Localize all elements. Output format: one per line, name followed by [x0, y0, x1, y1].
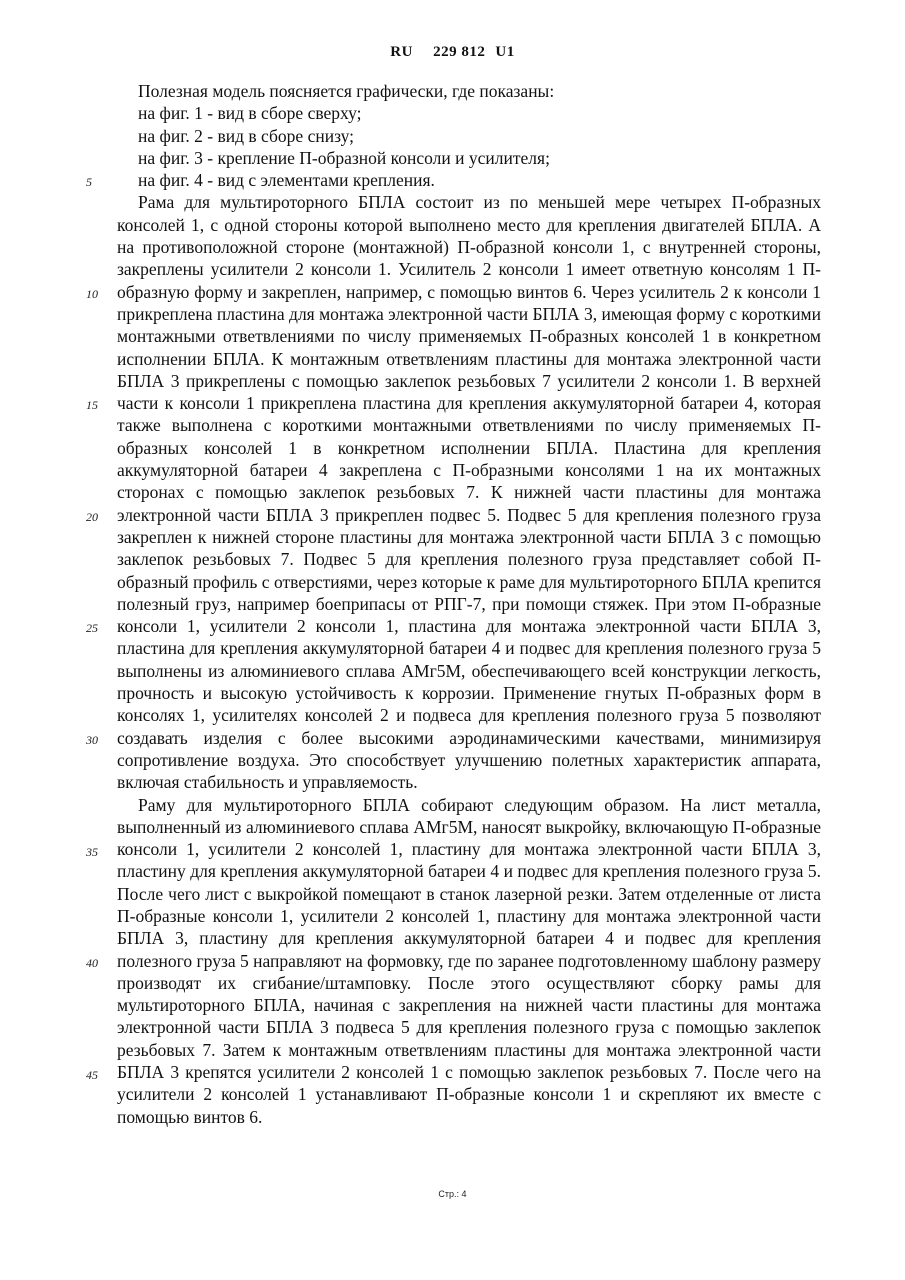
- line-number: 30: [86, 733, 98, 747]
- line-number: 40: [86, 956, 98, 970]
- paragraph-assembly-method: Раму для мультироторного БПЛА собирают следующим образом. На лист металла, выполненный из алюминиевого сплава АМг5М, наносят выкройку, включающую П-образные консоли 1, усилители 2 консолей 1, пластину для монтажа электронной части БПЛА 3, пластину для крепления аккумуляторной батареи 4 и подвес для крепления полезного груза 5. После чего лист с выкройкой помещают в станок лазерной резки. Затем отделенные от листа П-образные консоли 1, усилители 2 консолей 1, пластину для монтажа электронной части БПЛА 3, пластину для крепления аккумуляторной батареи 4 и подвес для крепления полезного груза 5 направляют на формовку, где по заранее подготовленному шаблону размеру производят их сгибание/штамповку. После этого осуществляют сборку рамы для мультироторного БПЛА, начиная с закрепления на нижней части пластины для монтажа электронной части БПЛА 3 подвеса 5 для крепления полезного груза с помощью заклепок резьбовых 7. Затем к монтажным ответвлениям пластины для монтажа электронной части БПЛА 3 крепятся усилители 2 консолей 1 с помощью заклепок резьбовых 7. После чего на усилители 2 консолей 1 устанавливают П-образные консоли 1 и скрепляют их вместе с помощью винтов 6.: [117, 794, 821, 1127]
- figure-caption-3: на фиг. 3 - крепление П-образной консоли и усилителя;: [138, 147, 550, 168]
- line-number: 45: [86, 1068, 98, 1082]
- figure-caption-1: на фиг. 1 - вид в сборе сверху;: [138, 103, 362, 124]
- patent-header: [0, 44, 905, 61]
- line-number: 35: [86, 845, 98, 859]
- paragraph-frame-description: Рама для мультироторного БПЛА состоит из по меньшей мере четырех П-образных консолей 1, с одной стороны которой выполнено место для крепления двигателей БПЛА. А на противоположной стороне (монтажной) П-образной консоли 1, с внутренней стороны, закреплены усилители 2 консоли 1. Усилитель 2 консоли 1 имеет ответную консолям 1 П-образную форму и закреплен, например, с помощью винтов 6. Через усилитель 2 к консоли 1 прикреплена пластина для монтажа электронной части БПЛА 3, имеющая форму с короткими монтажными ответвлениями по числу применяемых П-образных консолей 1 в конкретном исполнении БПЛА. К монтажным ответвлениям пластины для монтажа электронной части БПЛА 3 прикреплены с помощью заклепок резьбовых 7 усилители 2 консоли 1. В верхней части к консоли 1 прикреплена пластина для крепления аккумуляторной батареи 4, которая также выполнена с короткими монтажными ответвлениями по числу применяемых П-образных консолей 1 в конкретном исполнении БПЛА. Пластина для крепления аккумуляторной батареи 4 закреплена с П-образными консолями 1 на их монтажных сторонах с помощью заклепок резьбовых 7. К нижней части пластины для монтажа электронной части БПЛА 3 прикреплен подвес 5. Подвес 5 для крепления полезного груза закреплен к нижней стороне пластины для монтажа электронной части БПЛА 3 с помощью заклепок резьбовых 7. Подвес 5 для крепления полезного груза представляет собой П-образный профиль с отверстиями, через которые к раме для мультироторного БПЛА крепится полезный груз, например боеприпасы от РПГ-7, при помощи стяжек. При этом П-образные консоли 1, усилители 2 консоли 1, пластина для монтажа электронной части БПЛА 3, пластина для крепления аккумуляторной батареи 4 и подвес для крепления полезного груза 5 выполнены из алюминиевого сплава АМг5М, обеспечивающего всей конструкции легкость, прочность и высокую устойчивость к коррозии. Применение гнутых П-образных форм в консолях 1, усилителях консолей 2 и подвеса для крепления полезного груза 5 позволяют создавать изделия с более высокими аэродинамическими качествами, минимизируя сопротивление воздуха. Это способствует улучшению полетных характеристик аппарата, включая стабильность и управляемость.: [117, 192, 821, 793]
- line-number: 25: [86, 621, 98, 635]
- country-code: RU: [390, 44, 413, 60]
- line-number: 20: [86, 510, 98, 524]
- figure-caption-4: на фиг. 4 - вид с элементами крепления.: [138, 170, 435, 191]
- line-number: 15: [86, 398, 98, 412]
- body-text: [117, 80, 821, 1128]
- line-number: 5: [86, 175, 92, 189]
- patent-kind: U1: [495, 44, 515, 60]
- line-number: 10: [86, 287, 98, 301]
- page-footer: Стр.: 4: [438, 1189, 467, 1199]
- patent-number: 229 812: [433, 44, 486, 60]
- figures-lead: Полезная модель поясняется графически, где показаны:: [138, 81, 555, 101]
- figure-caption-2: на фиг. 2 - вид в сборе снизу;: [138, 125, 354, 146]
